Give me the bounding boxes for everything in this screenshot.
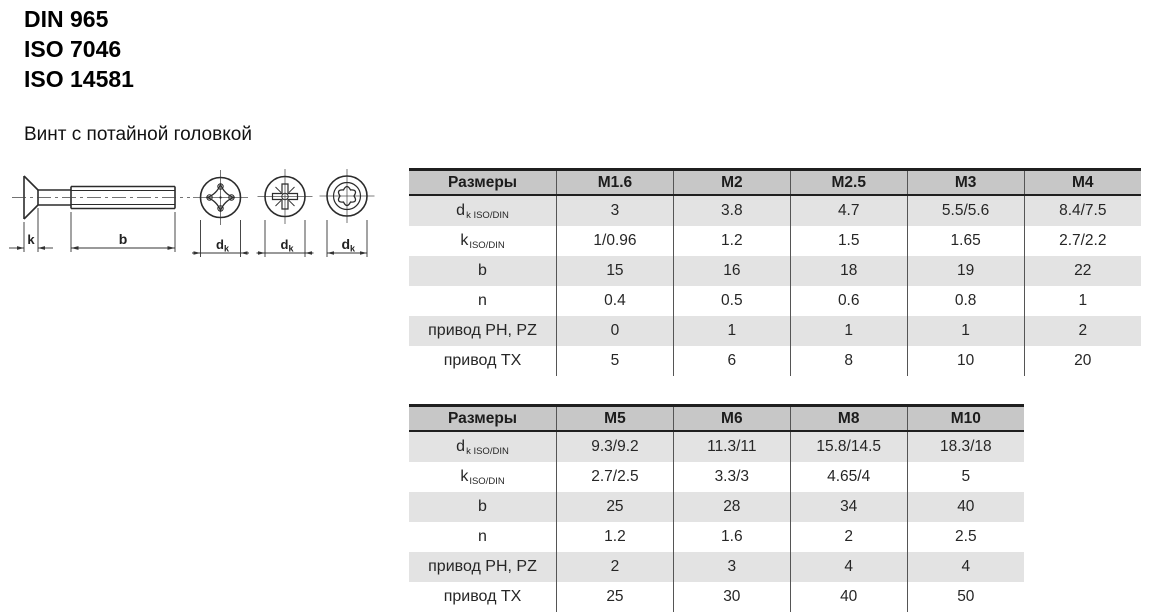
value-cell: 1.6 — [673, 522, 790, 552]
size-column-header: M6 — [673, 406, 790, 432]
header-row — [409, 406, 1024, 432]
size-column-header: M2 — [673, 170, 790, 196]
table-row — [409, 492, 1024, 522]
value-cell: 5.5/5.6 — [907, 195, 1024, 226]
value-cell: 4.65/4 — [790, 462, 907, 492]
head-diameter-label: d — [280, 237, 289, 252]
row-label — [409, 286, 557, 316]
size-column-header: M8 — [790, 406, 907, 432]
row-label-main: n — [478, 528, 487, 545]
row-label-subscript: k ISO/DIN — [466, 446, 509, 457]
value-cell: 25 — [557, 582, 674, 612]
pozidriv-drive-icon — [258, 169, 313, 224]
value-cell: 15.8/14.5 — [790, 431, 907, 462]
table-row — [409, 462, 1024, 492]
row-label — [409, 462, 557, 492]
value-cell: 22 — [1024, 256, 1141, 286]
value-cell: 0 — [557, 316, 674, 346]
value-cell: 0.8 — [907, 286, 1024, 316]
row-label-main: d — [456, 438, 466, 455]
value-cell: 3.8 — [673, 195, 790, 226]
row-label — [409, 195, 557, 226]
value-cell: 16 — [673, 256, 790, 286]
row-label — [409, 552, 557, 582]
value-cell: 18 — [790, 256, 907, 286]
value-cell: 2 — [557, 552, 674, 582]
value-cell: 3 — [673, 552, 790, 582]
value-cell: 10 — [907, 346, 1024, 376]
row-label — [409, 522, 557, 552]
head-diameter-subscript: k — [224, 243, 230, 254]
value-cell: 2.7/2.2 — [1024, 226, 1141, 256]
value-cell: 1/0.96 — [557, 226, 674, 256]
value-cell: 9.3/9.2 — [557, 431, 674, 462]
value-cell: 0.4 — [557, 286, 674, 316]
size-column-header: M1.6 — [557, 170, 674, 196]
row-label-main: привод TX — [443, 588, 522, 605]
value-cell: 2.5 — [907, 522, 1024, 552]
value-cell: 1 — [1024, 286, 1141, 316]
value-cell: 6 — [673, 346, 790, 376]
table-row — [409, 286, 1141, 316]
value-cell: 3.3/3 — [673, 462, 790, 492]
value-cell: 5 — [907, 462, 1024, 492]
value-cell: 34 — [790, 492, 907, 522]
standard-iso-7046: ISO 7046 — [24, 36, 122, 62]
value-cell: 2 — [1024, 316, 1141, 346]
value-cell: 2.7/2.5 — [557, 462, 674, 492]
table-row — [409, 522, 1024, 552]
dimensions-table-m5-to-m10 — [409, 404, 1024, 612]
size-column-header: M2.5 — [790, 170, 907, 196]
row-label-main: d — [456, 202, 466, 219]
torx-drive-icon — [320, 169, 375, 223]
head-diameter-subscript: k — [288, 243, 294, 254]
value-cell: 8 — [790, 346, 907, 376]
header-row — [409, 170, 1141, 196]
value-cell: 4 — [790, 552, 907, 582]
row-label-main: k — [460, 232, 469, 249]
table-row — [409, 346, 1141, 376]
standard-iso-14581: ISO 14581 — [24, 66, 134, 92]
value-cell: 8.4/7.5 — [1024, 195, 1141, 226]
value-cell: 1.2 — [557, 522, 674, 552]
value-cell: 19 — [907, 256, 1024, 286]
row-label-main: привод PH, PZ — [428, 322, 537, 339]
value-cell: 0.6 — [790, 286, 907, 316]
value-cell: 1 — [673, 316, 790, 346]
row-label-main: k — [460, 468, 469, 485]
row-label-subscript: k ISO/DIN — [466, 210, 509, 221]
value-cell: 1 — [790, 316, 907, 346]
head-diameter-label: d — [341, 236, 351, 252]
table-row — [409, 195, 1141, 226]
value-cell: 3 — [557, 195, 674, 226]
value-cell: 1 — [907, 316, 1024, 346]
standard-din-965: DIN 965 — [24, 6, 109, 32]
table-row — [409, 226, 1141, 256]
table-row — [409, 256, 1141, 286]
row-label — [409, 256, 557, 286]
head-diameter-label: d — [216, 237, 224, 252]
row-label-subscript: ISO/DIN — [469, 240, 505, 251]
value-cell: 28 — [673, 492, 790, 522]
value-cell: 40 — [790, 582, 907, 612]
value-cell: 1.5 — [790, 226, 907, 256]
row-label-main: привод PH, PZ — [428, 558, 537, 575]
size-column-header: M3 — [907, 170, 1024, 196]
size-column-header: M10 — [907, 406, 1024, 432]
size-column-header: M4 — [1024, 170, 1141, 196]
value-cell: 25 — [557, 492, 674, 522]
value-cell: 0.5 — [673, 286, 790, 316]
value-cell: 30 — [673, 582, 790, 612]
value-cell: 2 — [790, 522, 907, 552]
table-row — [409, 316, 1141, 346]
value-cell: 5 — [557, 346, 674, 376]
thread-length-label: b — [118, 231, 128, 247]
phillips-drive-icon — [193, 170, 248, 225]
row-label — [409, 582, 557, 612]
row-label-main: b — [478, 262, 487, 279]
row-label-main: b — [478, 498, 487, 515]
value-cell: 11.3/11 — [673, 431, 790, 462]
size-column-header: M5 — [557, 406, 674, 432]
value-cell: 50 — [907, 582, 1024, 612]
value-cell: 4.7 — [790, 195, 907, 226]
head-height-label: k — [27, 232, 35, 247]
table-row — [409, 431, 1024, 462]
screw-technical-drawing — [0, 160, 400, 290]
row-label-main: привод TX — [443, 352, 522, 369]
head-diameter-subscript: k — [350, 243, 356, 254]
value-cell: 40 — [907, 492, 1024, 522]
row-label — [409, 226, 557, 256]
row-label-column-header: Размеры — [409, 170, 557, 196]
value-cell: 1.65 — [907, 226, 1024, 256]
standards-block — [24, 4, 134, 94]
dimensions-table-m1-6-to-m4 — [409, 168, 1141, 376]
table-row — [409, 552, 1024, 582]
table-row — [409, 582, 1024, 612]
row-label-column-header: Размеры — [409, 406, 557, 432]
row-label — [409, 346, 557, 376]
value-cell: 15 — [557, 256, 674, 286]
value-cell: 1.2 — [673, 226, 790, 256]
value-cell: 20 — [1024, 346, 1141, 376]
value-cell: 18.3/18 — [907, 431, 1024, 462]
row-label-subscript: ISO/DIN — [469, 476, 505, 487]
row-label — [409, 492, 557, 522]
product-title: Винт с потайной головкой — [24, 124, 252, 145]
value-cell: 4 — [907, 552, 1024, 582]
row-label — [409, 431, 557, 462]
row-label-main: n — [478, 292, 487, 309]
row-label — [409, 316, 557, 346]
